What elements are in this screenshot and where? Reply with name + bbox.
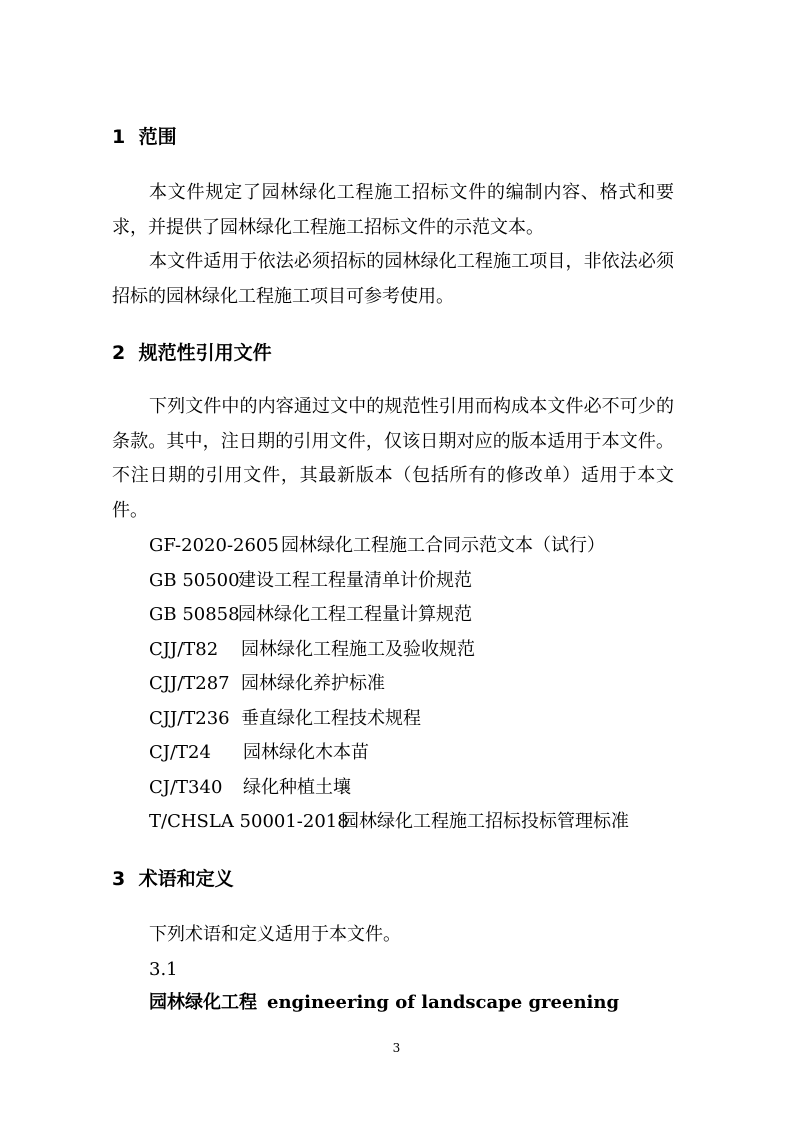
reference-title: 园林绿化木本苗 [243, 742, 369, 763]
reference-title: 绿化种植土壤 [243, 777, 351, 798]
section-3-intro: 下列术语和定义适用于本文件。 [149, 924, 401, 945]
reference-code: CJ/T340 [149, 777, 223, 798]
reference-item [149, 569, 472, 593]
section-3-heading [112, 867, 234, 891]
reference-code: CJ/T24 [149, 742, 211, 763]
reference-item [149, 534, 605, 558]
reference-title: 园林绿化工程施工合同示范文本（试行） [281, 535, 605, 556]
section-1-number: 1 [112, 126, 126, 148]
reference-code: GB 50858 [149, 604, 240, 625]
section-3-title: 术语和定义 [138, 868, 234, 890]
reference-title: 园林绿化工程施工及验收规范 [241, 639, 475, 660]
term-english: engineering of landscape greening [267, 992, 620, 1013]
reference-item [149, 603, 472, 627]
section-1-heading [112, 125, 177, 149]
reference-code: CJJ/T236 [149, 708, 230, 729]
section-2-title: 规范性引用文件 [138, 342, 272, 364]
reference-code: T/CHSLA 50001-2018 [149, 811, 349, 832]
reference-code: GF-2020-2605 [149, 535, 279, 556]
reference-item [149, 672, 385, 696]
section-1-paragraph-1: 本文件规定了园林绿化工程施工招标文件的编制内容、格式和要求，并提供了园林绿化工程施工招标文件的示范文本。 [112, 182, 674, 238]
reference-title: 园林绿化养护标准 [241, 673, 385, 694]
reference-title: 园林绿化工程施工招标投标管理标准 [341, 811, 629, 832]
reference-title: 垂直绿化工程技术规程 [241, 708, 421, 729]
term-chinese: 园林绿化工程 [149, 992, 257, 1013]
reference-code: CJJ/T82 [149, 639, 219, 660]
reference-item [149, 810, 629, 834]
reference-title: 园林绿化工程工程量计算规范 [238, 604, 472, 625]
reference-item [149, 741, 369, 765]
section-1-title: 范围 [138, 126, 177, 148]
clause-number: 3.1 [149, 959, 178, 980]
page-number: 3 [392, 1041, 401, 1055]
reference-item [149, 776, 351, 800]
reference-item [149, 707, 421, 731]
section-2-paragraph: 下列文件中的内容通过文中的规范性引用而构成本文件必不可少的条款。其中，注日期的引用文件，仅该日期对应的版本适用于本文件。不注日期的引用文件，其最新版本（包括所有的修改单）适用于本文件。 [112, 396, 674, 521]
term-heading [149, 991, 619, 1015]
reference-code: GB 50500 [149, 570, 240, 591]
reference-item [149, 638, 475, 662]
section-1-paragraph-2: 本文件适用于依法必须招标的园林绿化工程施工项目，非依法必须招标的园林绿化工程施工项目可参考使用。 [112, 251, 674, 307]
section-2-heading [112, 341, 272, 365]
section-3-number: 3 [112, 868, 126, 890]
reference-code: CJJ/T287 [149, 673, 230, 694]
reference-title: 建设工程工程量清单计价规范 [238, 570, 472, 591]
section-2-number: 2 [112, 342, 126, 364]
